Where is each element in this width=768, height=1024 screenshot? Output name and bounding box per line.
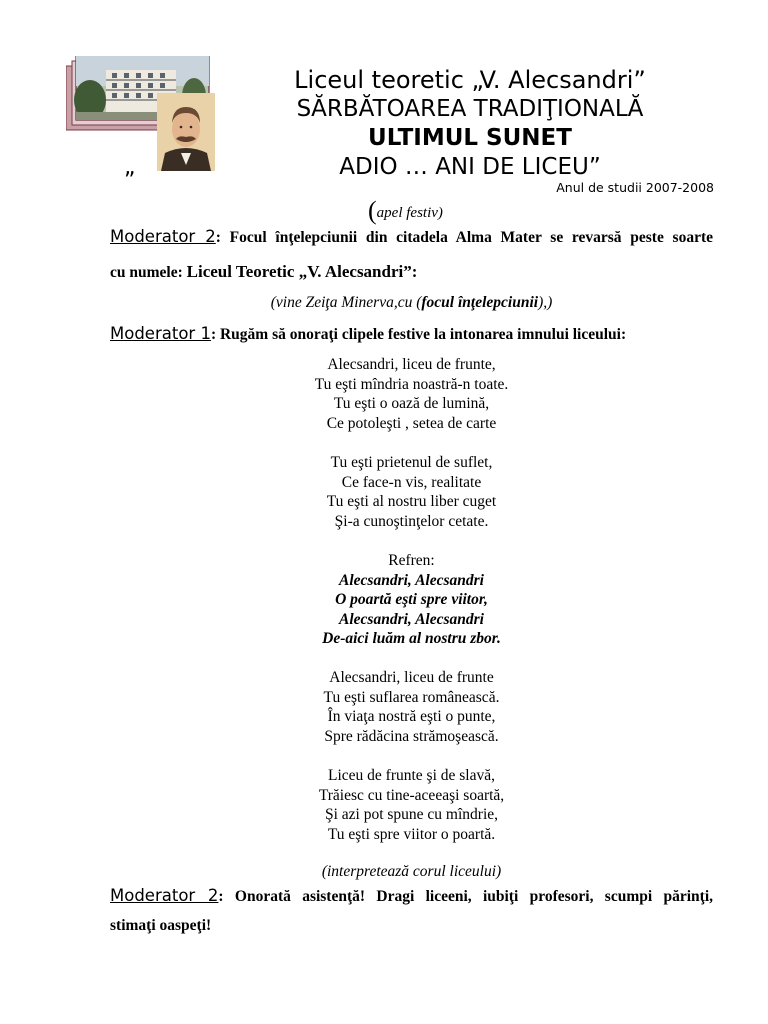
speaker-label: Moderator 1	[110, 324, 211, 343]
roll-call-note	[368, 196, 443, 226]
verse-line: Tu eşti suflarea românească.	[323, 688, 500, 706]
verse-line: Spre rădăcina strămoşească.	[324, 727, 499, 745]
moderator2-intro-line1	[110, 227, 713, 247]
school-year: Anul de studii 2007-2008	[556, 180, 714, 195]
speaker-label: Moderator 2	[110, 227, 216, 246]
school-title: Liceul teoretic „V. Alecsandri”	[294, 66, 646, 94]
roll-call-text: apel festiv)	[376, 205, 443, 221]
moderator1-text: : Rugăm să onoraţi clipele festive la intonarea imnului liceului:	[210, 326, 627, 343]
refrain-line: Alecsandri, Alecsandri	[339, 571, 484, 589]
moderator2-intro-line2	[110, 262, 713, 282]
moderator2-closing-text: : Onorată asistenţă! Dragi liceeni, iubiţi profesori, scumpi părinţi,	[218, 888, 714, 905]
moderator2-intro-text-cont: cu numele:	[110, 264, 187, 281]
opening-quote-mark: „	[124, 155, 136, 180]
anthem-stanza-4	[110, 766, 713, 844]
verse-line: Tu eşti prietenul de suflet,	[330, 454, 493, 471]
moderator2-closing-line2	[110, 917, 713, 935]
verse-line: Alecsandri, liceu de frunte	[329, 669, 494, 686]
wisdom-fire: focul înţelepciunii	[421, 294, 539, 311]
refrain-label: Refren:	[388, 552, 435, 569]
refrain-line: De-aici luăm al nostru zbor.	[322, 630, 501, 648]
verse-line: Şi azi pot spune cu mîndrie,	[324, 806, 499, 824]
verse-line: Tu eşti mîndria noastră-n toate.	[314, 375, 509, 393]
verse-line: Tu eşti spre viitor o poartă.	[327, 825, 496, 843]
stage-direction-minerva: (vine Zeiţa Minerva,cu (focul înţelepciunii),)	[270, 294, 553, 311]
moderator1-line	[110, 324, 713, 344]
anthem-stanza-2	[110, 453, 713, 531]
school-name: Liceul Teoretic „V. Alecsandri”:	[186, 262, 418, 281]
verse-line: Ce face-n vis, realitate	[341, 473, 482, 491]
anthem-refrain	[110, 551, 713, 649]
verse-line: Liceu de frunte şi de slavă,	[328, 767, 495, 784]
refrain-line: O poartă eşti spre viitor,	[335, 591, 488, 609]
verse-line: Tu eşti o oază de lumină,	[333, 395, 490, 413]
moderator2-intro-text: : Focul înţelepciunii din citadela Alma Mater se revarsă peste soarte	[215, 229, 713, 246]
verse-line: Şi-a cunoştinţelor cetate.	[334, 512, 489, 530]
verse-line: În viaţa nostră eşti o punte,	[327, 708, 496, 726]
anthem-stanza-1	[110, 355, 713, 433]
speaker-label: Moderator 2	[110, 886, 219, 905]
anthem-stanza-3	[110, 668, 713, 746]
farewell-title: ADIO … ANI DE LICEU”	[339, 154, 601, 180]
moderator2-closing-line1	[110, 886, 713, 906]
refrain-line: Alecsandri, Alecsandri	[339, 610, 484, 628]
verse-line: Alecsandri, liceu de frunte,	[327, 356, 496, 373]
verse-line: Ce potoleşti , setea de carte	[326, 414, 497, 432]
moderator2-closing-text-cont: stimaţi oaspeţi!	[110, 917, 212, 934]
celebration-title: SĂRBĂTOAREA TRADIŢIONALĂ	[296, 96, 644, 122]
stage-direction-choir: (interpretează corul liceului)	[321, 863, 502, 880]
verse-line: Tu eşti al nostru liber cuget	[326, 493, 497, 511]
event-title: ULTIMUL SUNET	[368, 125, 572, 151]
verse-line: Trăiesc cu tine-aceeaşi soartă,	[318, 786, 505, 804]
roll-call-paren: (	[368, 196, 377, 225]
